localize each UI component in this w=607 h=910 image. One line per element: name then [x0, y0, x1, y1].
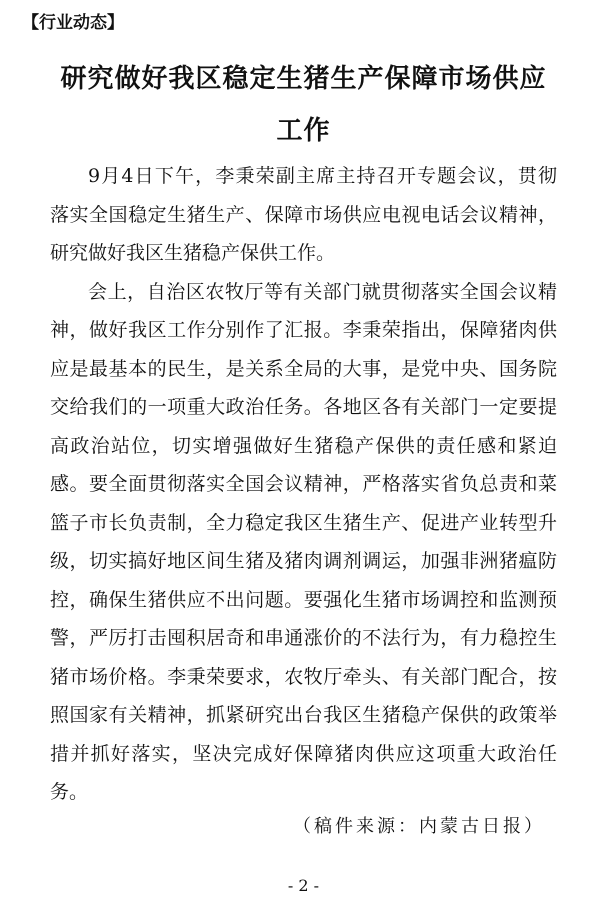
paragraph-line: 务。 [50, 781, 89, 803]
paragraph-line: 警，严厉打击囤积居奇和串通涨价的不法行为，有力稳控生 [50, 627, 557, 649]
page-number: - 2 - [287, 876, 320, 895]
paragraph-line: 控，确保生猪供应不出问题。要强化生猪市场调控和监测预 [50, 588, 557, 611]
paragraph-line: 高政治站位，切实增强做好生猪稳产保供的责任感和紧迫 [50, 434, 557, 457]
article-source: （稿件来源：内蒙古日报） [293, 816, 545, 837]
paragraph-line: 研究做好我区生猪稳产保供工作。 [50, 242, 336, 264]
paragraph-line: 照国家有关精神，抓紧研究出台我区生猪稳产保供的政策举 [50, 704, 557, 726]
paragraph-line: 交给我们的一项重大政治任务。各地区各有关部门一定要提 [50, 396, 557, 418]
paragraph-line: 神，做好我区工作分别作了汇报。李秉荣指出，保障猪肉供 [50, 319, 557, 341]
paragraph-line: 应是最基本的民生，是关系全局的大事，是党中央、国务院 [50, 357, 557, 380]
paragraph-line: 会上，自治区农牧厅等有关部门就贯彻落实全国会议精 [88, 280, 557, 303]
paragraph-line: 落实全国稳定生猪生产、保障市场供应电视电话会议精神， [50, 203, 557, 226]
paragraph-line: 猪市场价格。李秉荣要求，农牧厅牵头、有关部门配合，按 [50, 665, 557, 688]
article-title: 研究做好我区稳定生猪生产保障市场供应 [60, 64, 547, 94]
paragraph-line: 9月4日下午，李秉荣副主席主持召开专题会议，贯彻 [88, 165, 557, 187]
paragraph-line: 措并抓好落实，坚决完成好保障猪肉供应这项重大政治任 [50, 742, 557, 765]
paragraph-line: 篮子市长负责制，全力稳定我区生猪生产、促进产业转型升 [50, 511, 557, 534]
paragraph-line: 感。要全面贯彻落实全国会议精神，严格落实省负总责和菜 [50, 473, 557, 495]
article-title-continued: 工作 [276, 116, 331, 146]
paragraph-line: 级，切实搞好地区间生猪及猪肉调剂调运，加强非洲猪瘟防 [50, 550, 557, 572]
section-tag: 【行业动态】 [22, 13, 124, 33]
article-body [50, 157, 557, 812]
